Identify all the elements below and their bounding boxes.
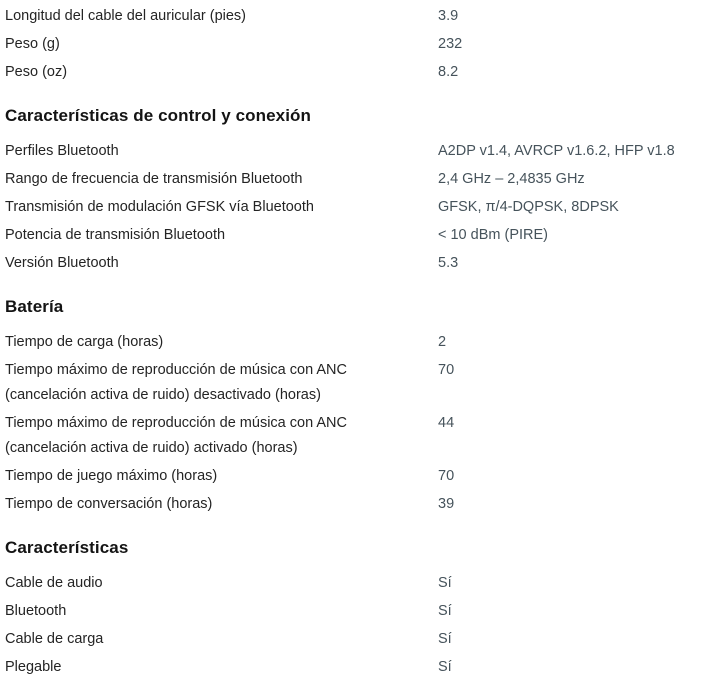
spec-label: Tiempo de juego máximo (horas) [5, 468, 218, 484]
spec-label: Bluetooth [5, 603, 67, 619]
spec-label: Rango de frecuencia de transmisión Bluetooth [5, 171, 303, 187]
spec-row [5, 60, 707, 85]
spec-row [5, 195, 707, 220]
spec-row [5, 411, 707, 461]
section-heading: Características [5, 538, 129, 557]
spec-value: 2,4 GHz – 2,4835 GHz [438, 171, 585, 187]
spec-row [5, 139, 707, 164]
section-heading: Características de control y conexión [5, 106, 312, 125]
spec-value: 232 [438, 36, 463, 52]
spec-value: 8.2 [438, 64, 459, 80]
spec-row [5, 223, 707, 248]
spec-value: Sí [438, 575, 452, 591]
spec-value: 2 [438, 334, 447, 350]
spec-value: Sí [438, 631, 452, 647]
spec-row [5, 464, 707, 489]
spec-section [5, 537, 707, 675]
spec-value: 39 [438, 496, 455, 512]
spec-value: 3.9 [438, 8, 459, 24]
spec-value: A2DP v1.4, AVRCP v1.6.2, HFP v1.8 [438, 143, 675, 159]
spec-label: Potencia de transmisión Bluetooth [5, 227, 226, 243]
spec-label: Cable de audio [5, 575, 103, 591]
spec-label: Tiempo máximo de reproducción de música con ANC (cancelación activa de ruido) desactivado (horas) [5, 362, 347, 403]
spec-label: Longitud del cable del auricular (pies) [5, 8, 247, 24]
spec-sections-container [5, 4, 707, 675]
spec-row [5, 627, 707, 652]
spec-label: Plegable [5, 659, 62, 675]
spec-label: Tiempo máximo de reproducción de música con ANC (cancelación activa de ruido) activado (horas) [5, 415, 347, 456]
section-heading: Batería [5, 297, 64, 316]
spec-label: Peso (oz) [5, 64, 68, 80]
section-rows [5, 139, 707, 276]
spec-value: 70 [438, 468, 455, 484]
spec-row [5, 4, 707, 29]
spec-value: < 10 dBm (PIRE) [438, 227, 548, 243]
spec-label: Transmisión de modulación GFSK vía Bluetooth [5, 199, 314, 215]
spec-row [5, 599, 707, 624]
spec-row [5, 251, 707, 276]
spec-label: Cable de carga [5, 631, 104, 647]
spec-value: GFSK, π/4-DQPSK, 8DPSK [438, 199, 619, 215]
spec-value: Sí [438, 603, 452, 619]
spec-row [5, 330, 707, 355]
spec-label: Tiempo de conversación (horas) [5, 496, 213, 512]
spec-row [5, 358, 707, 408]
spec-label: Perfiles Bluetooth [5, 143, 119, 159]
spec-value: Sí [438, 659, 452, 675]
section-rows [5, 4, 707, 85]
spec-row [5, 492, 707, 517]
spec-label: Tiempo de carga (horas) [5, 334, 164, 350]
section-rows [5, 330, 707, 517]
spec-section [5, 105, 707, 276]
spec-label: Peso (g) [5, 36, 60, 52]
spec-value: 70 [438, 362, 455, 378]
spec-row [5, 655, 707, 675]
section-rows [5, 571, 707, 675]
spec-section [5, 4, 707, 85]
spec-section [5, 296, 707, 517]
spec-value: 44 [438, 415, 455, 431]
spec-row [5, 167, 707, 192]
spec-row [5, 32, 707, 57]
spec-row [5, 571, 707, 596]
spec-label: Versión Bluetooth [5, 255, 119, 271]
spec-value: 5.3 [438, 255, 459, 271]
